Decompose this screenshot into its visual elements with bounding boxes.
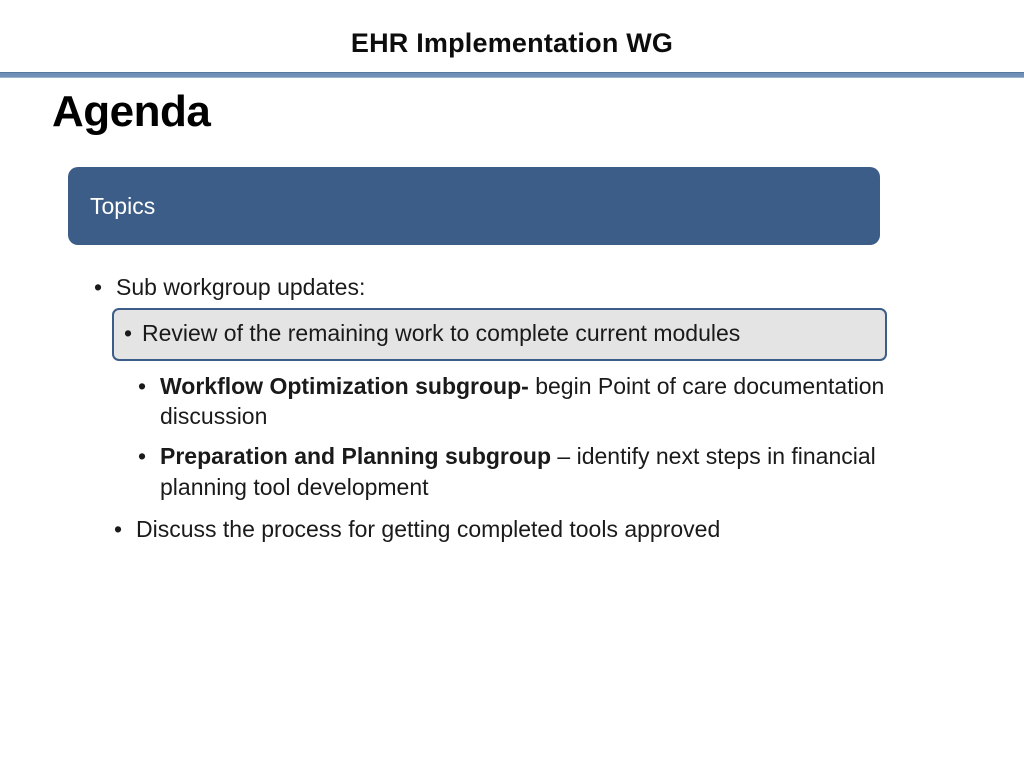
header-title: EHR Implementation WG xyxy=(350,28,674,58)
list-item xyxy=(90,441,890,502)
page-title: Agenda xyxy=(52,87,211,136)
list-item: • Sub workgroup updates: xyxy=(90,272,960,302)
list-item: • Discuss the process for getting completed tools approved xyxy=(90,514,890,544)
workflow-subgroup-detail: begin Point of care documentation discussion xyxy=(160,372,885,430)
header-divider xyxy=(0,72,1024,78)
preparation-subgroup-label: Preparation and Planning subgroup xyxy=(160,443,552,470)
preparation-subgroup-detail: – identify next steps in financial planning tool development xyxy=(160,443,876,500)
workflow-subgroup-label: Workflow Optimization subgroup- xyxy=(160,372,529,399)
slide-header xyxy=(0,0,1024,74)
highlighted-list-item-label: Review of the remaining work to complete current modules xyxy=(142,320,741,347)
topics-banner-label: Topics xyxy=(90,193,156,219)
agenda-content xyxy=(90,272,960,549)
topics-banner xyxy=(68,167,880,245)
list-item xyxy=(90,371,890,432)
highlighted-list-item xyxy=(112,308,887,360)
